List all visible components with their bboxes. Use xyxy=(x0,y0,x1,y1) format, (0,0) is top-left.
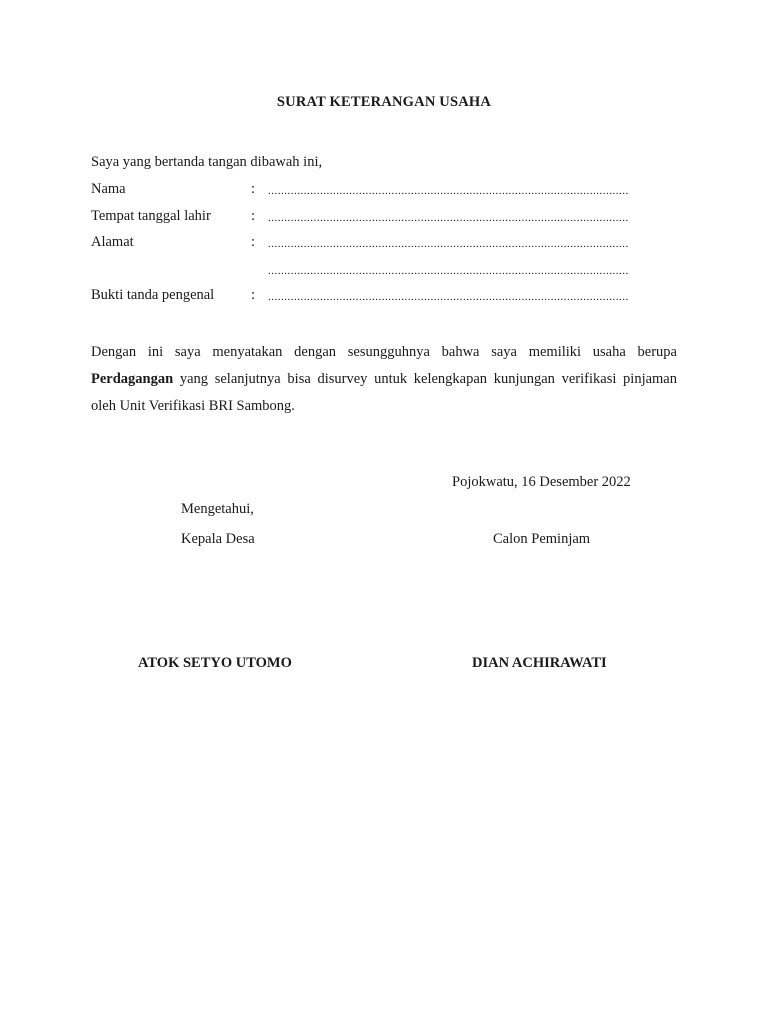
field-label: Bukti tanda pengenal xyxy=(91,287,215,303)
statement-text-part1: Dengan ini saya menyatakan dengan sesungguhnya bahwa saya memiliki usaha berupa xyxy=(91,344,677,360)
field-blank-line: ............................................................................................................... xyxy=(268,212,629,224)
field-blank-line: ............................................................................................................... xyxy=(268,185,629,197)
field-colon: : xyxy=(251,287,256,303)
field-blank-line: ............................................................................................................... xyxy=(268,291,629,303)
field-colon: : xyxy=(251,181,256,197)
field-label: Tempat tanggal lahir xyxy=(91,208,211,224)
business-type: Perdagangan xyxy=(91,371,174,387)
field-blank-line: ............................................................................................................... xyxy=(268,238,629,250)
statement-paragraph xyxy=(91,339,677,420)
field-blank-line: ............................................................................................................... xyxy=(268,265,629,277)
village-head-name: ATOK SETYO UTOMO xyxy=(138,655,292,671)
field-colon: : xyxy=(251,208,256,224)
field-alamat xyxy=(91,234,671,254)
knowing-label: Mengetahui, xyxy=(181,501,254,517)
village-head-role: Kepala Desa xyxy=(181,531,255,547)
field-bukti-tanda-pengenal xyxy=(91,287,671,307)
document-title: SURAT KETERANGAN USAHA xyxy=(276,94,492,110)
field-label: Alamat xyxy=(91,234,134,250)
field-colon: : xyxy=(251,234,256,250)
place-date: Pojokwatu, 16 Desember 2022 xyxy=(452,474,631,490)
statement-text-part2: yang selanjutnya bisa disurvey untuk kelengkapan kunjungan verifikasi pinjaman oleh Unit Verifikasi BRI Sambong. xyxy=(91,371,677,414)
borrower-role: Calon Peminjam xyxy=(493,531,591,547)
field-alamat-continued xyxy=(91,261,671,281)
borrower-name: DIAN ACHIRAWATI xyxy=(472,655,607,671)
field-nama xyxy=(91,181,671,201)
intro-text: Saya yang bertanda tangan dibawah ini, xyxy=(91,154,323,170)
field-tempat-tanggal-lahir xyxy=(91,208,671,228)
field-label: Nama xyxy=(91,181,126,197)
